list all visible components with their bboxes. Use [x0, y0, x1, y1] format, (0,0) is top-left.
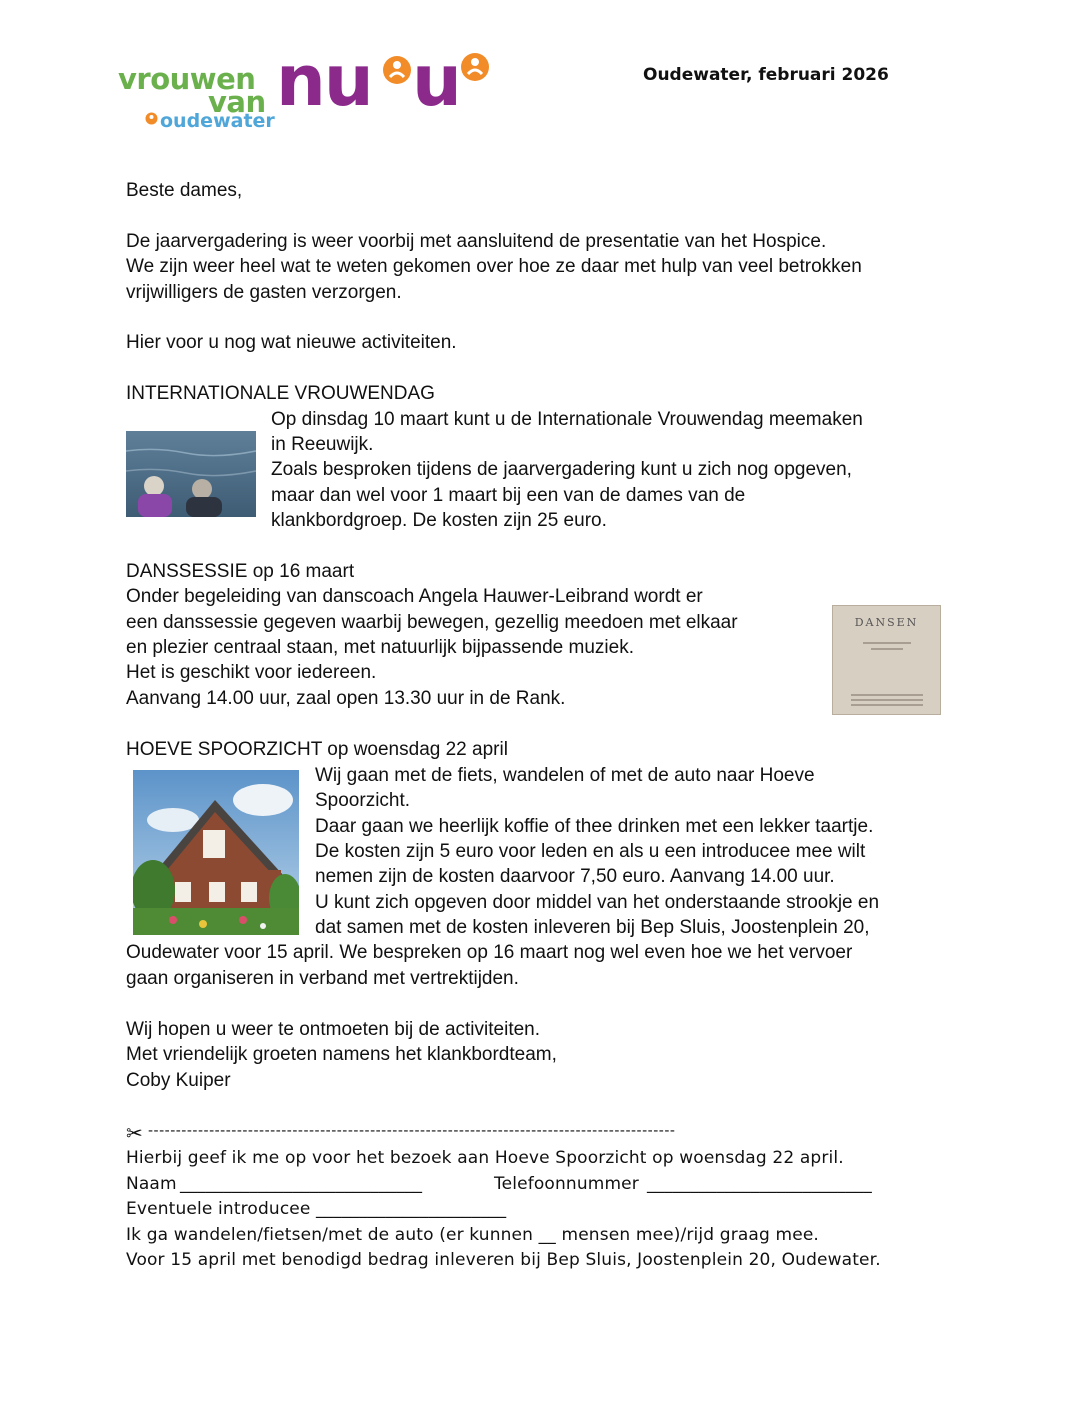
danssessie-line: en plezier centraal staan, met natuurlijk bijpassende muziek. [126, 637, 634, 658]
name-label: Naam [126, 1174, 177, 1194]
vrouwendag-line: klankbordgroep. De kosten zijn 25 euro. [271, 510, 607, 531]
spoorzicht-line: Oudewater voor 15 april. We bespreken op 16 maart nog wel even hoe we het vervoer [126, 942, 853, 963]
logo-location: oudewater [160, 110, 275, 132]
logo-small-figure-icon [145, 112, 158, 125]
slip-transport-text: Ik ga wandelen/fietsen/met de auto (er kunnen __ mensen mee)/rijd graag mee. [126, 1225, 819, 1245]
guest-field[interactable]: ______________________ [316, 1199, 507, 1219]
spoorzicht-line: gaan organiseren in verband met vertrektijden. [126, 968, 519, 989]
closing-line: Met vriendelijk groeten namens het klankbordteam, [126, 1044, 557, 1065]
signature: Coby Kuiper [126, 1070, 231, 1091]
slip-deadline-text: Voor 15 april met benodigd bedrag inleveren bij Bep Sluis, Joostenplein 20, Oudewater. [126, 1250, 881, 1270]
phone-label: Telefoonnummer [494, 1174, 639, 1194]
spoorzicht-line: dat samen met de kosten inleveren bij Bep Sluis, Joostenplein 20, [315, 917, 870, 938]
danssessie-line: Onder begeleiding van danscoach Angela Hauwer-Leibrand wordt er [126, 586, 703, 607]
spoorzicht-line: U kunt zich opgeven door middel van het onderstaande strookje en [315, 892, 880, 913]
danssessie-line: een danssessie gegeven waarbij bewegen, gezellig meedoen met elkaar [126, 612, 738, 633]
intro-line: We zijn weer heel wat te weten gekomen over hoe ze daar met hulp van veel betrokken [126, 256, 862, 277]
logo-brand-u: u [412, 40, 460, 122]
scissors-icon: ✂ [126, 1121, 143, 1145]
photo-hoeve-spoorzicht [133, 770, 299, 935]
logo-figure-icon [382, 55, 412, 85]
closing-line: Wij hopen u weer te ontmoeten bij de activiteiten. [126, 1019, 541, 1040]
guest-label: Eventuele introducee [126, 1199, 311, 1219]
spoorzicht-line: nemen zijn de kosten daarvoor 7,50 euro. Aanvang 14.00 uur. [315, 866, 835, 887]
greeting: Beste dames, [126, 180, 243, 201]
logo-brand-nu: nu [276, 40, 372, 122]
vrouwendag-line: Op dinsdag 10 maart kunt u de Internationale Vrouwendag meemaken [271, 409, 863, 430]
spoorzicht-line: Spoorzicht. [315, 790, 411, 811]
section-heading-vrouwendag: INTERNATIONALE VROUWENDAG [126, 383, 435, 404]
slip-registration-text: Hierbij geef ik me op voor het bezoek aan Hoeve Spoorzicht op woensdag 22 april. [126, 1148, 844, 1168]
vrouwendag-line: maar dan wel voor 1 maart bij een van de dames van de [271, 485, 746, 506]
danssessie-line: Het is geschikt voor iedereen. [126, 662, 377, 683]
intro-line: vrijwilligers de gasten verzorgen. [126, 282, 402, 303]
danssessie-line: Aanvang 14.00 uur, zaal open 13.30 uur in de Rank. [126, 688, 566, 709]
vrouwendag-line: Zoals besproken tijdens de jaarvergadering kunt u zich nog opgeven, [271, 459, 852, 480]
spoorzicht-line: Daar gaan we heerlijk koffie of thee drinken met een lekker taartje. [315, 816, 874, 837]
activities-intro: Hier voor u nog wat nieuwe activiteiten. [126, 332, 457, 353]
photo-women-by-water [126, 431, 256, 517]
phone-field[interactable]: __________________________ [647, 1174, 872, 1194]
name-field[interactable]: ____________________________ [180, 1174, 423, 1194]
dateline: Oudewater, februari 2026 [643, 65, 889, 85]
logo-word-vrouwen: vrouwen [118, 62, 256, 96]
spoorzicht-line: De kosten zijn 5 euro voor leden en als u een introducee mee wilt [315, 841, 866, 862]
vrouwendag-line: in Reeuwijk. [271, 434, 374, 455]
logo-figure-icon-2 [460, 52, 490, 82]
section-heading-danssessie: DANSSESSIE op 16 maart [126, 561, 355, 582]
spoorzicht-line: Wij gaan met de fiets, wandelen of met de auto naar Hoeve [315, 765, 815, 786]
logo-word-van: van [208, 85, 266, 119]
section-heading-spoorzicht: HOEVE SPOORZICHT op woensdag 22 april [126, 739, 508, 760]
intro-line: De jaarvergadering is weer voorbij met aansluitend de presentatie van het Hospice. [126, 231, 827, 252]
book-title: DANSEN [854, 616, 919, 629]
cut-line: ----------------------------------------------------------------------------------------------- [148, 1123, 676, 1139]
photo-dansen-book [832, 605, 941, 715]
